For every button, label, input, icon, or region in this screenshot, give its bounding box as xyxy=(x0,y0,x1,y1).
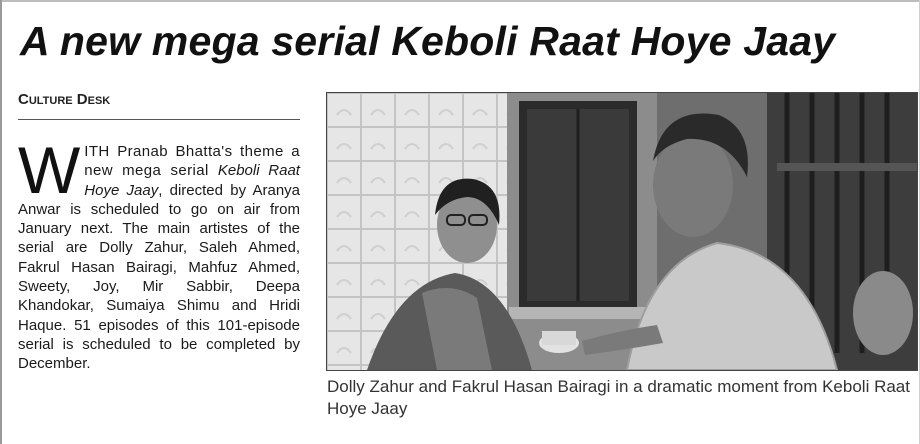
news-photo xyxy=(326,92,918,371)
section-label-text: Culture Desk xyxy=(18,91,111,108)
article-lead: ITH Pranab Bhatta's theme a new mega serial xyxy=(84,143,300,180)
section-divider xyxy=(18,119,300,120)
top-border xyxy=(0,0,920,2)
article-body xyxy=(18,133,300,374)
drop-cap: W xyxy=(18,133,81,207)
section-label xyxy=(18,91,110,108)
headline: A new mega serial Keboli Raat Hoye Jaay xyxy=(20,18,836,64)
article-text: , directed by Aranya Anwar is scheduled to go on air from January next. The main artistes of the serial are Dolly Zahur, Saleh Ahmed, Fakrul Hasan Bairagi, Mahfuz Ahmed, Sweety, Joy, Mir Sabbir, Deepa Khandokar, Sumaiya Shimu and Hridi Haque. 51 episodes of this 101-episode serial is scheduled to be completed by December. xyxy=(18,181,300,373)
photo-illustration xyxy=(327,93,917,370)
serial-title: Keboli Raat Hoye Jaay xyxy=(84,162,300,199)
photo-caption: Dolly Zahur and Fakrul Hasan Bairagi in a dramatic moment from Keboli Raat Hoye Jaay xyxy=(327,377,910,418)
left-border xyxy=(0,0,2,444)
